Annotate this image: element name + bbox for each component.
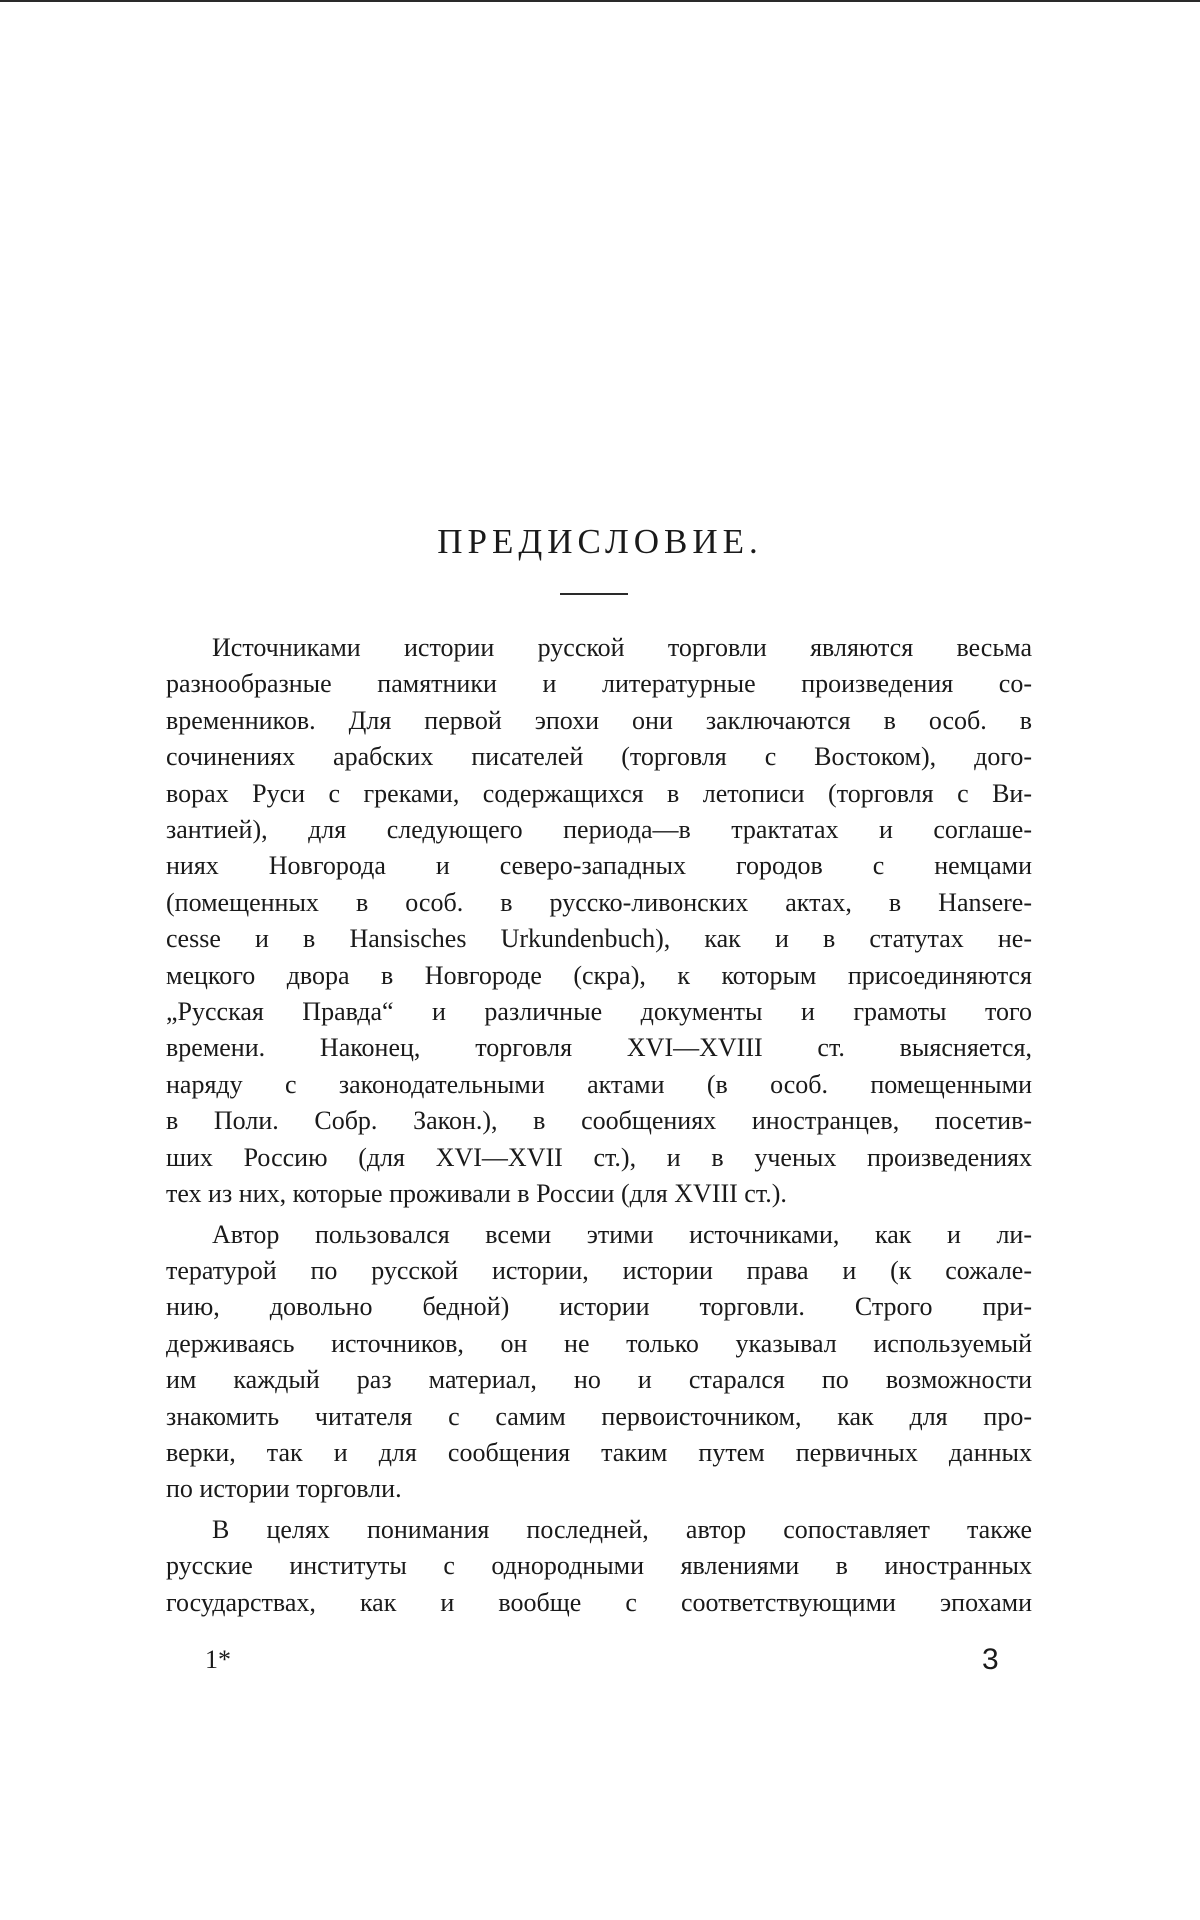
text-line: государствах, как и вообще с соответствующими эпохами: [166, 1587, 1032, 1617]
text-line: держиваясь источников, он не только указывал используемый: [166, 1328, 1032, 1358]
text-line: по истории торговли.: [166, 1474, 402, 1504]
text-line: в Поли. Собр. Закон.), в сообщениях иностранцев, посетив-: [166, 1106, 1032, 1136]
text-line: разнообразные памятники и литературные произведения со-: [166, 669, 1032, 699]
body-text: [166, 630, 1032, 1625]
page-number: 3: [982, 1643, 999, 1676]
text-line: Источниками истории русской торговли являются весьма: [212, 633, 1032, 662]
text-line: зантией), для следующего периода—в трактатах и соглаше-: [166, 815, 1032, 845]
text-line: нию, довольно бедной) истории торговли. Строго при-: [166, 1292, 1032, 1322]
text-line: (помещенных в особ. в русско-ливонских актах, в Hanserе-: [166, 887, 1032, 917]
signature-mark: 1*: [205, 1645, 231, 1674]
text-line: ниях Новгорода и северо-западных городов с немцами: [166, 851, 1032, 881]
text-line: знакомить читателя с самим первоисточником, как для про-: [166, 1401, 1032, 1431]
text-line: верки, так и для сообщения таким путем первичных данных: [166, 1437, 1032, 1467]
text-line: cesse и в Hansisches Urkundenbuch), как и в статутах не-: [166, 924, 1032, 954]
page-footer: [0, 1640, 1200, 1680]
text-line: мецкого двора в Новгороде (скра), к которым присоединяются: [166, 960, 1032, 990]
text-line: В целях понимания последней, автор сопоставляет также: [212, 1514, 1032, 1544]
text-line: сочинениях арабских писателей (торговля с Востоком), дого-: [166, 742, 1032, 772]
text-line: русские институты с однородными явлениями в иностранных: [166, 1551, 1032, 1581]
top-border-line: [0, 0, 1200, 2]
text-line: ворах Руси с греками, содержащихся в летописи (торговля с Ви-: [166, 778, 1032, 808]
text-line: Автор пользовался всеми этими источниками, как и ли-: [212, 1219, 1032, 1249]
text-line: тературой по русской истории, истории права и (к сожале-: [166, 1255, 1032, 1285]
page-title: ПРЕДИСЛОВИЕ.: [437, 522, 763, 561]
paragraph-1: [166, 630, 1032, 1213]
text-line: временников. Для первой эпохи они заключаются в особ. в: [166, 705, 1032, 735]
text-line: времени. Наконец, торговля XVI—XVIII ст. выясняется,: [166, 1033, 1032, 1063]
text-line: тех из них, которые проживали в России (для XVIII ст.).: [166, 1179, 787, 1209]
text-line: „Русская Правда“ и различные документы и грамоты того: [166, 997, 1032, 1027]
text-line: им каждый раз материал, но и старался по возможности: [166, 1365, 1032, 1395]
paragraph-2: [166, 1217, 1032, 1508]
paragraph-3: [166, 1512, 1032, 1621]
title-divider: [560, 593, 628, 595]
text-line: ших Россию (для XVI—XVII ст.), и в ученых произведениях: [166, 1142, 1032, 1172]
text-line: наряду с законодательными актами (в особ. помещенными: [166, 1069, 1032, 1099]
